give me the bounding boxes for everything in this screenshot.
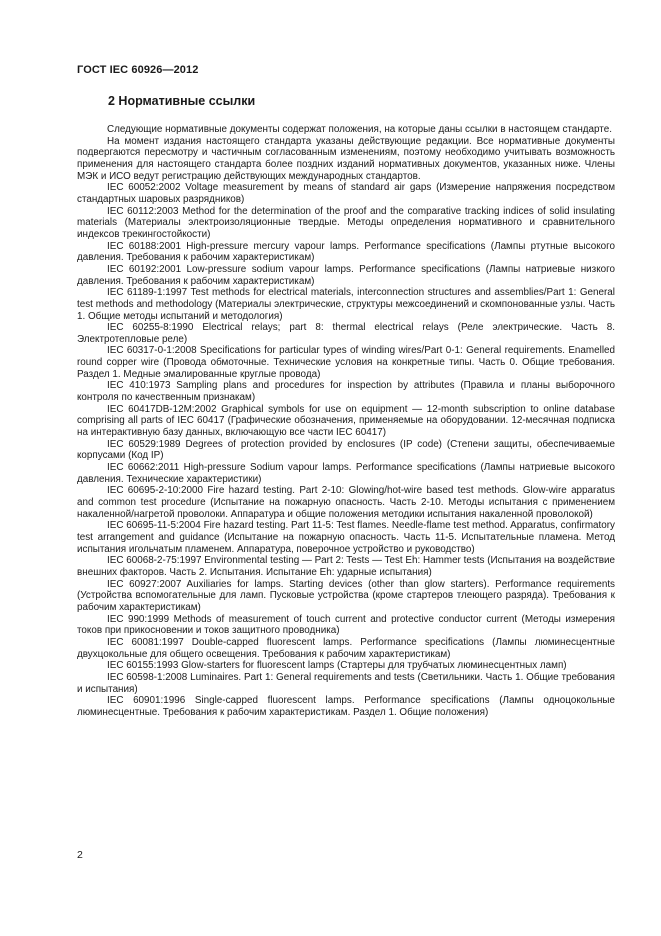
reference-entry: IEC 60317-0-1:2008 Specifications for particular types of winding wires/Part 0-1: General requirements. Enamelled round copper wire (Провода обмоточные. Технические условия на конкретные типы. Часть 0. Общие требования. Раздел 1. Медные эмалированные круглые провода) [77,345,615,380]
reference-entry: IEC 60192:2001 Low-pressure sodium vapour lamps. Performance specifications (Лампы натриевые низкого давления. Требования к рабочим характеристикам) [77,263,615,287]
page-number: 2 [77,849,83,861]
reference-entry: IEC 60155:1993 Glow-starters for fluorescent lamps (Стартеры для трубчатых люминесцентных ламп) [107,660,567,672]
paragraph: На момент издания настоящего стандарта указаны действующие редакции. Все нормативные документы подвергаются пересмотру и частичным согласованным изменениям, поэтому необходимо учитывать возможность применения для настоящего стандарта более поздних изданий нормативных документов, указанных ниже. Члены МЭК и ИСО ведут регистрацию действующих международных стандартов. [77,135,615,182]
reference-entry: IEC 60598-1:2008 Luminaires. Part 1: General requirements and tests (Светильники. Часть 1. Общие требования и испытания) [77,671,615,695]
document-header: ГОСТ IEC 60926—2012 [77,64,199,76]
section-title: 2 Нормативные ссылки [108,94,256,108]
reference-entry: IEC 60081:1997 Double-capped fluorescent lamps. Performance specifications (Лампы люминесцентные двухцокольные для общего освещения. Требования к рабочим характеристикам) [77,636,615,660]
paragraph: Следующие нормативные документы содержат положения, на которые даны ссылки в настоящем стандарте. [107,124,612,135]
reference-entry: IEC 60052:2002 Voltage measurement by means of standard air gaps (Измерение напряжения посредством стандартных шаровых разрядников) [77,182,615,205]
reference-entry: IEC 60927:2007 Auxiliaries for lamps. Starting devices (other than glow starters). Performance requirements (Устройства вспомогательные для ламп. Пусковые устройства (кроме стартеров тлеющего разряда). Требования к рабочим характеристикам) [77,578,615,613]
reference-entry: IEC 60188:2001 High-pressure mercury vapour lamps. Performance specifications (Лампы ртутные высокого давления. Требования к рабочим характеристикам) [77,240,615,264]
reference-entry: IEC 60695-2-10:2000 Fire hazard testing. Part 2-10: Glowing/hot-wire based test methods. Glow-wire apparatus and common test procedure (Испытание на пожарную опасность. Часть 2-10. Методы испытания с применением накаленной/нагретой проволоки. Аппаратура и общие положения методики испытания накаленной проволокой) [77,485,615,520]
reference-entry: IEC 60901:1996 Single-capped fluorescent lamps. Performance specifications (Лампы одноцокольные люминесцентные. Требования к рабочим характеристикам. Раздел 1. Общие положения) [77,695,615,718]
section-body [77,124,615,718]
reference-entry: IEC 60255-8:1990 Electrical relays; part 8: thermal electrical relays (Реле электрические. Часть 8. Электротепловые реле) [77,322,615,345]
reference-entry: IEC 61189-1:1997 Test methods for electrical materials, interconnection structures and assemblies/Part 1: General test methods and methodology (Материалы электрические, структуры межсоединений и скомпонованные узлы. Часть 1. Общие методы испытаний и методология) [77,287,615,322]
reference-entry: IEC 990:1999 Methods of measurement of touch current and protective conductor current (Методы измерения токов при прикосновении и токов защитного проводника) [77,613,615,637]
reference-entry: IEC 410:1973 Sampling plans and procedures for inspection by attributes (Правила и планы выборочного контроля по качественным признакам) [77,380,615,404]
reference-entry: IEC 60695-11-5:2004 Fire hazard testing. Part 11-5: Test flames. Needle-flame test method. Apparatus, confirmatory test arrangement and guidance (Испытание на пожарную опасность. Часть 11-5. Испытательные пламена. Метод испытания игольчатым пламенем. Аппаратура, поверочное устройство и руководство) [77,520,615,555]
reference-entry: IEC 60068-2-75:1997 Environmental testing — Part 2: Tests — Test Eh: Hammer tests (Испытания на воздействие внешних факторов. Часть 2. Испытания. Испытание Eh: ударные испытания) [77,555,615,578]
reference-entry: IEC 60112:2003 Method for the determination of the proof and the comparative tracking indices of solid insulating materials (Материалы электроизоляционные твердые. Методы определения нормативного и сравнительного индексов трекингостойкости) [77,205,615,240]
reference-entry: IEC 60529:1989 Degrees of protection provided by enclosures (IP code) (Степени защиты, обеспечиваемые корпусами (Код IP) [77,438,615,462]
reference-entry: IEC 60417DB-12M:2002 Graphical symbols for use on equipment — 12-month subscription to online database comprising all parts of IEC 60417 (Графические обозначения, применяемые на оборудовании. 12-месячная подписка на интерактивную базу данных, включающую все части IEC 60417) [77,403,615,439]
reference-entry: IEC 60662:2011 High-pressure Sodium vapour lamps. Performance specifications (Лампы натриевые высокого давления. Технические характеристики) [77,462,615,485]
